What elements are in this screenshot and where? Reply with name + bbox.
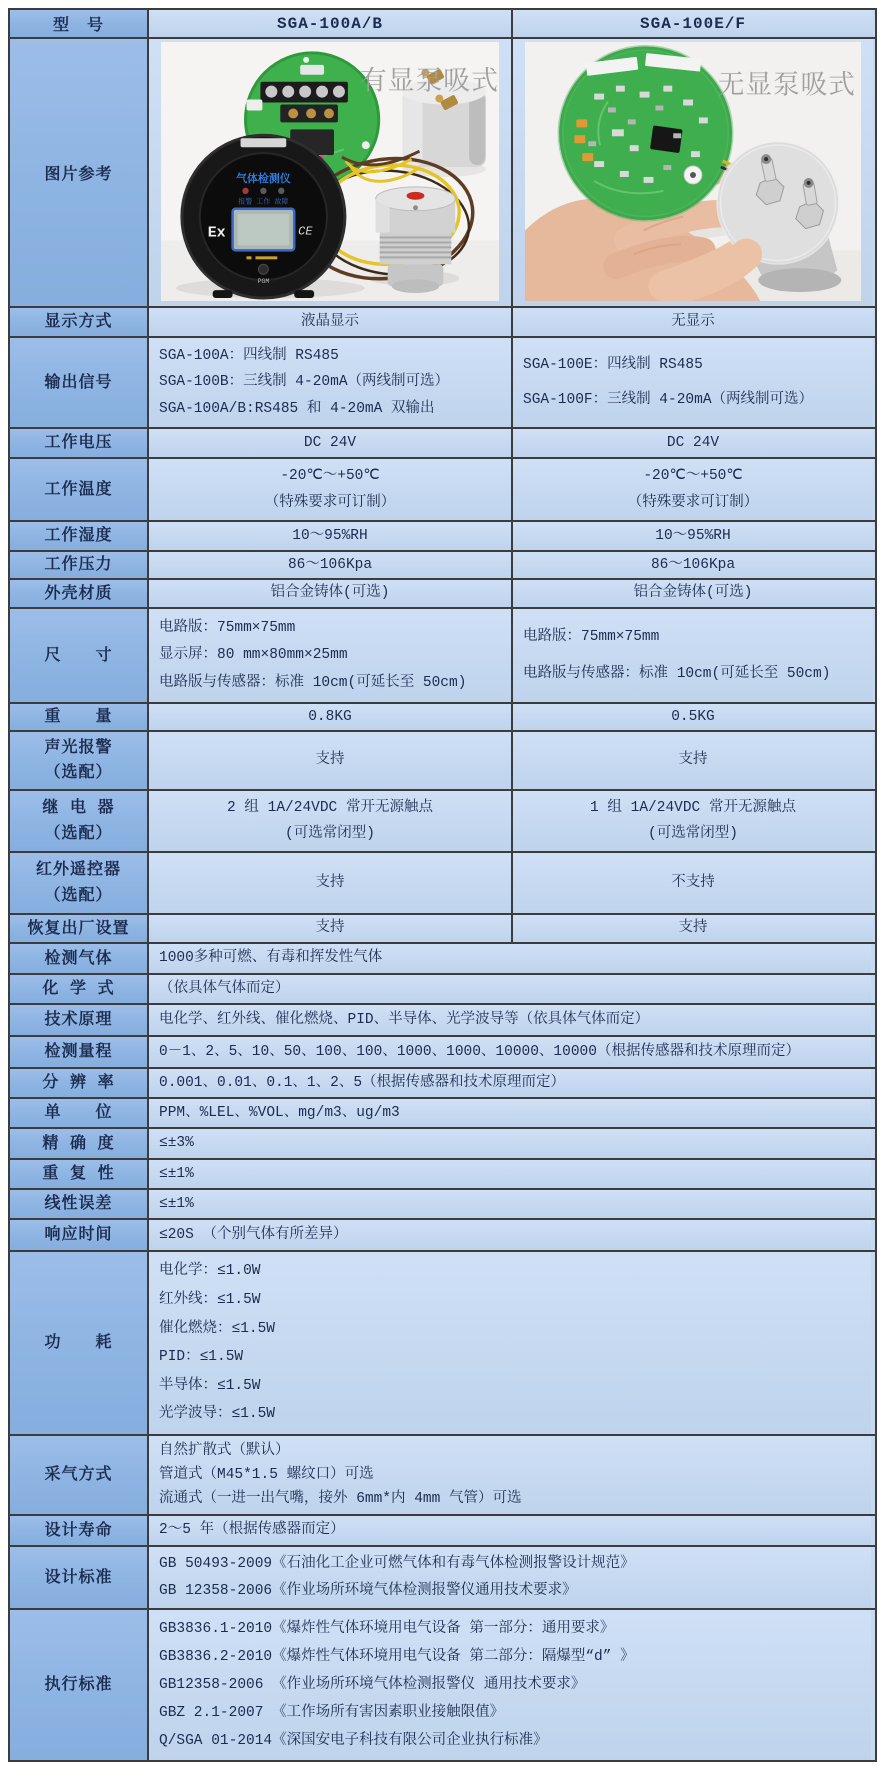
design-standard-label: 设计标准 xyxy=(10,1547,149,1608)
row-sound-light-alarm xyxy=(10,732,875,791)
repeatability-value-1: ≤±1% xyxy=(149,1160,871,1188)
tech-principle-label: 技术原理 xyxy=(10,1005,149,1035)
working-humidity-value-1: 10～95%RH xyxy=(149,522,513,550)
shell-material-value-1: 铝合金铸体(可选) xyxy=(149,580,513,607)
row-sampling-method xyxy=(10,1436,875,1516)
row-resolution xyxy=(10,1069,875,1099)
row-tech-principle xyxy=(10,1005,875,1037)
ir-remote-value-2: 不支持 xyxy=(513,853,873,913)
detector-ex-mark: Ex xyxy=(207,225,226,242)
row-weight xyxy=(10,704,875,732)
photo-cell-e xyxy=(513,39,873,306)
image-row-label-cell xyxy=(10,39,149,306)
model-e-text: SGA-100E/F xyxy=(639,14,746,33)
pcb-board-e xyxy=(561,48,731,219)
unit-value-1: PPM、%LEL、%VOL、mg/m3、ug/m3 xyxy=(149,1099,871,1127)
working-pressure-value-2: 86～106Kpa xyxy=(513,552,873,578)
working-voltage-label: 工作电压 xyxy=(10,429,149,457)
detected-gas-value-1: 1000多种可燃、有毒和挥发性气体 xyxy=(149,944,871,973)
photo-a-drawing xyxy=(161,42,499,301)
row-output-signal xyxy=(10,338,875,429)
unit-label: 单 位 xyxy=(10,1099,149,1127)
power-consumption-value-1: 电化学：≤1.0W 红外线：≤1.5W 催化燃烧：≤1.5W PID：≤1.5W 半导体：≤1.5W 光学波导：≤1.5W xyxy=(149,1252,871,1434)
detector-title-text: 气体检测仪 xyxy=(236,173,291,186)
detector-led-labels: 报警 工作 故障 xyxy=(238,198,289,207)
linearity-error-label: 线性误差 xyxy=(10,1190,149,1218)
spec-table xyxy=(8,8,877,1762)
factory-reset-label: 恢复出厂设置 xyxy=(10,915,149,942)
watermark-right: 无显泵吸式 xyxy=(717,72,856,103)
response-time-value-1: ≤20S （个别气体有所差异） xyxy=(149,1220,871,1250)
design-standard-value-1: GB 50493-2009《石油化工企业可燃气体和有毒气体检测报警设计规范》 GB 12358-2006《作业场所环境气体检测报警仪通用技术要求》 xyxy=(149,1547,871,1608)
model-a-text: SGA-100A/B xyxy=(276,14,383,33)
sound-light-alarm-value-1: 支持 xyxy=(149,732,513,789)
row-design-standard xyxy=(10,1547,875,1610)
weight-label: 重 量 xyxy=(10,704,149,730)
ir-remote-value-1: 支持 xyxy=(149,853,513,913)
dimensions-value-1: 电路版：75mm×75mm 显示屏：80 mm×80mm×25mm 电路版与传感器：标准 10cm(可延长至 50cm) xyxy=(149,609,513,702)
repeatability-label: 重 复 性 xyxy=(10,1160,149,1188)
resolution-value-1: 0.001、0.01、0.1、1、2、5（根据传感器和技术原理而定） xyxy=(149,1069,871,1097)
model-a-header xyxy=(149,10,513,37)
display-mode-value-1: 液晶显示 xyxy=(149,308,513,336)
model-header-text: 型 号 xyxy=(52,17,104,35)
row-response-time xyxy=(10,1220,875,1252)
row-relay xyxy=(10,791,875,853)
row-power-consumption xyxy=(10,1252,875,1436)
row-dimensions xyxy=(10,609,875,704)
detected-gas-label: 检测气体 xyxy=(10,944,149,973)
photo-e-drawing xyxy=(525,42,861,301)
row-working-voltage xyxy=(10,429,875,459)
detection-range-value-1: 0－1、2、5、10、50、100、100、1000、1000、10000、10000（根据传感器和技术原理而定） xyxy=(149,1037,871,1067)
relay-label: 继 电 器 （选配） xyxy=(10,791,149,851)
row-working-temperature xyxy=(10,459,875,522)
shell-material-label: 外壳材质 xyxy=(10,580,149,607)
row-detected-gas xyxy=(10,944,875,975)
shell-material-value-2: 铝合金铸体(可选) xyxy=(513,580,873,607)
sound-light-alarm-value-2: 支持 xyxy=(513,732,873,789)
relay-value-1: 2 组 1A/24VDC 常开无源触点 (可选常闭型) xyxy=(149,791,513,851)
header-row xyxy=(10,10,875,39)
working-humidity-value-2: 10～95%RH xyxy=(513,522,873,550)
detection-range-label: 检测量程 xyxy=(10,1037,149,1067)
working-voltage-value-2: DC 24V xyxy=(513,429,873,457)
row-unit xyxy=(10,1099,875,1129)
row-chemical-formula xyxy=(10,975,875,1005)
output-signal-value-1: SGA-100A：四线制 RS485 SGA-100B：三线制 4-20mA（两线制可选） SGA-100A/B:RS485 和 4-20mA 双输出 xyxy=(149,338,513,427)
detector-button-label: PGM xyxy=(257,278,270,286)
design-life-label: 设计寿命 xyxy=(10,1516,149,1545)
working-temperature-label: 工作温度 xyxy=(10,459,149,520)
product-photo-a xyxy=(161,42,499,301)
row-repeatability xyxy=(10,1160,875,1190)
spec-rows xyxy=(10,308,875,1760)
working-humidity-label: 工作湿度 xyxy=(10,522,149,550)
photo-cell-a xyxy=(149,39,513,306)
row-detection-range xyxy=(10,1037,875,1069)
weight-value-2: 0.5KG xyxy=(513,704,873,730)
working-temperature-value-1: -20℃～+50℃ （特殊要求可订制） xyxy=(149,459,513,520)
row-display-mode xyxy=(10,308,875,338)
working-temperature-value-2: -20℃～+50℃ （特殊要求可订制） xyxy=(513,459,873,520)
power-consumption-label: 功 耗 xyxy=(10,1252,149,1434)
accuracy-value-1: ≤±3% xyxy=(149,1129,871,1158)
image-row xyxy=(10,39,875,308)
row-linearity-error xyxy=(10,1190,875,1220)
detector-ce-mark: CE xyxy=(298,224,313,239)
display-mode-label: 显示方式 xyxy=(10,308,149,336)
row-working-pressure xyxy=(10,552,875,580)
row-factory-reset xyxy=(10,915,875,944)
accuracy-label: 精 确 度 xyxy=(10,1129,149,1158)
detector-body xyxy=(182,135,345,298)
dimensions-label: 尺 寸 xyxy=(10,609,149,702)
working-pressure-label: 工作压力 xyxy=(10,552,149,578)
ir-remote-label: 红外遥控器 （选配） xyxy=(10,853,149,913)
sound-light-alarm-label: 声光报警 （选配） xyxy=(10,732,149,789)
weight-value-1: 0.8KG xyxy=(149,704,513,730)
tech-principle-value-1: 电化学、红外线、催化燃烧、PID、半导体、光学波导等（依具体气体而定） xyxy=(149,1005,871,1035)
row-design-life xyxy=(10,1516,875,1547)
row-accuracy xyxy=(10,1129,875,1160)
relay-value-2: 1 组 1A/24VDC 常开无源触点 (可选常闭型) xyxy=(513,791,873,851)
linearity-error-value-1: ≤±1% xyxy=(149,1190,871,1218)
model-header-label xyxy=(10,10,149,37)
row-shell-material xyxy=(10,580,875,609)
product-photo-e xyxy=(525,42,861,301)
design-life-value-1: 2～5 年（根据传感器而定） xyxy=(149,1516,871,1545)
output-signal-label: 输出信号 xyxy=(10,338,149,427)
working-pressure-value-1: 86～106Kpa xyxy=(149,552,513,578)
display-mode-value-2: 无显示 xyxy=(513,308,873,336)
model-e-header xyxy=(513,10,873,37)
sampling-method-value-1: 自然扩散式（默认） 管道式（M45*1.5 螺纹口）可选 流通式（一进一出气嘴，接外 6mm*内 4mm 气管）可选 xyxy=(149,1436,871,1514)
watermark-left: 有显泵吸式 xyxy=(359,68,499,99)
execution-standard-label: 执行标准 xyxy=(10,1610,149,1760)
sampling-method-label: 采气方式 xyxy=(10,1436,149,1514)
sensor-cylinder xyxy=(376,187,456,293)
output-signal-value-2: SGA-100E：四线制 RS485 SGA-100F：三线制 4-20mA（两线制可选） xyxy=(513,338,873,427)
response-time-label: 响应时间 xyxy=(10,1220,149,1250)
chemical-formula-value-1: （依具体气体而定） xyxy=(149,975,871,1003)
row-ir-remote xyxy=(10,853,875,915)
factory-reset-value-1: 支持 xyxy=(149,915,513,942)
resolution-label: 分 辨 率 xyxy=(10,1069,149,1097)
working-voltage-value-1: DC 24V xyxy=(149,429,513,457)
factory-reset-value-2: 支持 xyxy=(513,915,873,942)
dimensions-value-2: 电路版：75mm×75mm 电路版与传感器：标准 10cm(可延长至 50cm) xyxy=(513,609,873,702)
image-row-label: 图片参考 xyxy=(44,166,113,184)
row-execution-standard xyxy=(10,1610,875,1760)
row-working-humidity xyxy=(10,522,875,552)
execution-standard-value-1: GB3836.1-2010《爆炸性气体环境用电气设备 第一部分：通用要求》 GB3836.2-2010《爆炸性气体环境用电气设备 第二部分：隔爆型“d” 》 GB12358-2006 《作业场所环境气体检测报警仪 通用技术要求》 GBZ 2.1-2007 《工作场所有害因素职业接触限值》 Q/SGA 01-2014《深国安电子科技有限公司企业执行标准》 xyxy=(149,1610,871,1760)
chemical-formula-label: 化 学 式 xyxy=(10,975,149,1003)
